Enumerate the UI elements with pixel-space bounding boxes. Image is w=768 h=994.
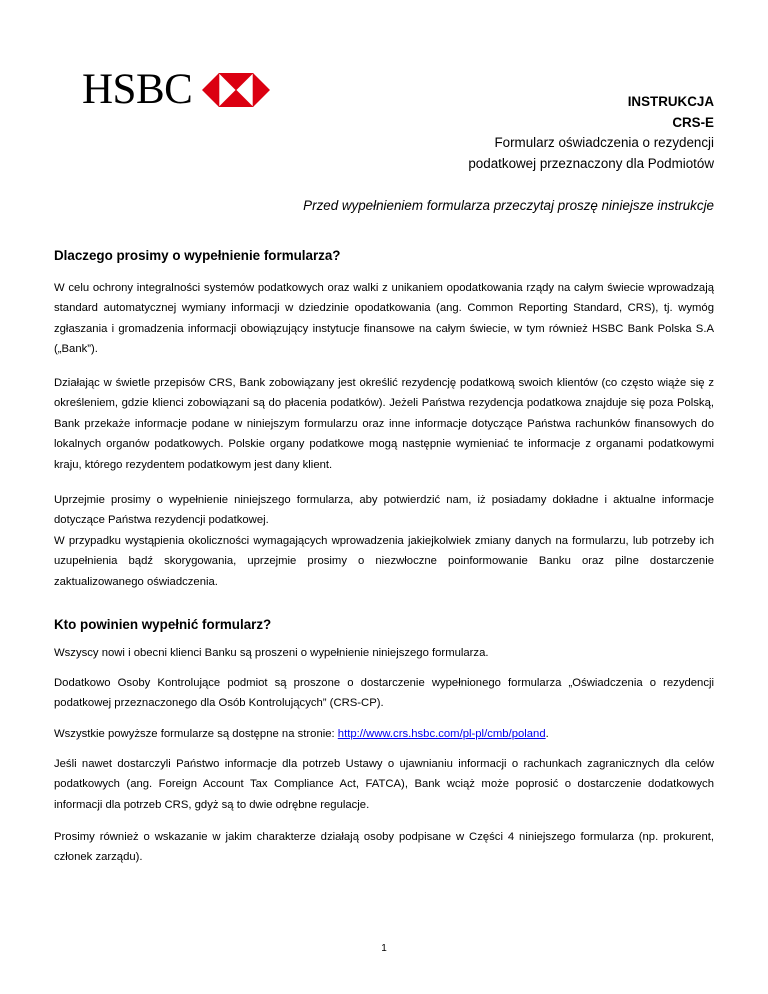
hsbc-hexagon-icon xyxy=(202,73,270,107)
section-why-paragraph-4: W przypadku wystąpienia okoliczności wymagających wprowadzenia jakiejkolwiek zmiany danych na formularzu, lub potrzeby ich uzupełnienia bądź skorygowania, uprzejmie prosimy o niezwłoczne poinformowanie Banku oraz pilne dostarczenie zaktualizowanego oświadczenia. xyxy=(54,535,714,588)
heading-form-code: CRS-E xyxy=(672,114,714,130)
section-who-paragraph-1: Wszyscy nowi i obecni klienci Banku są proszeni o wypełnienie niniejszego formularza. xyxy=(54,647,489,659)
section-why-title: Dlaczego prosimy o wypełnienie formularza? xyxy=(54,248,341,263)
heading-form-title-line1: Formularz oświadczenia o rezydencji xyxy=(494,135,714,150)
forms-availability-end: . xyxy=(545,728,549,740)
section-why-paragraph-2-wrap xyxy=(54,373,714,475)
section-who-paragraph-5-wrap xyxy=(54,827,714,868)
page-number: 1 xyxy=(381,943,387,954)
section-who-paragraph-2-wrap xyxy=(54,673,714,714)
section-why-paragraph-3: Uprzejmie prosimy o wypełnienie niniejszego formularza, aby potwierdzić nam, iż posiadamy dokładne i aktualne informacje dotyczące Państwa rezydencji podatkowej. xyxy=(54,494,714,527)
section-why-paragraph-1: W celu ochrony integralności systemów podatkowych oraz walki z unikaniem opodatkowania rządy na całym świecie wprowadzają standard automatycznej wymiany informacji w dziedzinie opodatkowania (ang. Common Reporting Standard, CRS), tj. wymóg zgłaszania i gromadzenia informacji obowiązujący instytucje finansowe na całym świecie, w tym również HSBC Bank Polska S.A („Bank”). xyxy=(54,282,714,356)
section-why-paragraph-3-wrap xyxy=(54,490,714,531)
crs-forms-link[interactable]: http://www.crs.hsbc.com/pl-pl/cmb/poland xyxy=(337,728,546,740)
section-who-paragraph-1-wrap xyxy=(54,643,714,663)
section-why-paragraph-2: Działając w świetle przepisów CRS, Bank zobowiązany jest określić rezydencję podatkową swoich klientów (co często wiąże się z określeniem, gdzie klienci zobowiązani są do płacenia podatków). Jeżeli Państwa rezydencja podatkowa znajduje się poza Polską, Bank przekaże informacje podane w niniejszym formularzu oraz inne informacje dotyczące Państwa rachunków finansowych do lokalnych organów podatkowych. Polskie organy podatkowe mogą następnie wymieniać te informacje z organami podatkowymi kraju, którego rezydentem podatkowym jest dany klient. xyxy=(54,377,714,471)
heading-instrukcja: INSTRUKCJA xyxy=(627,94,714,109)
logo-text: HSBC xyxy=(82,66,193,113)
document-heading xyxy=(468,92,714,174)
section-who-title-wrap xyxy=(54,615,714,635)
section-who-paragraph-2: Dodatkowo Osoby Kontrolujące podmiot są proszone o dostarczenie wypełnionego formularza „Oświadczenia o rezydencji podatkowej przeznaczonego dla Osób Kontrolujących” (CRS-CP). xyxy=(54,677,714,710)
section-who-paragraph-4: Jeśli nawet dostarczyli Państwo informacje dla potrzeb Ustawy o ujawnianiu informacji o rachunkach zagranicznych dla celów podatkowych (ang. Foreign Account Tax Compliance Act, FATCA), Bank wciąż może poprosić o dostarczenie dodatkowych informacji dla potrzeb CRS, gdyż są to dwie odrębne regulacje. xyxy=(54,758,714,811)
section-who-paragraph-5: Prosimy również o wskazanie w jakim charakterze działają osoby podpisane w Części 4 niniejszego formularza (np. prokurent, członek zarządu). xyxy=(54,831,714,864)
read-instructions-note: Przed wypełnieniem formularza przeczytaj proszę niniejsze instrukcje xyxy=(303,198,714,213)
section-why-paragraph-4-wrap xyxy=(54,531,714,592)
section-who-paragraph-3 xyxy=(54,724,714,744)
heading-form-title-line2: podatkowej przeznaczony dla Podmiotów xyxy=(468,155,714,171)
section-why-paragraph-1-wrap xyxy=(54,278,714,360)
hsbc-logo xyxy=(82,66,270,113)
section-who-paragraph-4-wrap xyxy=(54,754,714,815)
section-who-title: Kto powinien wypełnić formularz? xyxy=(54,617,272,632)
forms-availability-text: Wszystkie powyższe formularze są dostępne na stronie: xyxy=(54,728,338,740)
section-who-paragraph-3-wrap xyxy=(54,724,714,744)
section-why-title-wrap xyxy=(54,246,714,266)
